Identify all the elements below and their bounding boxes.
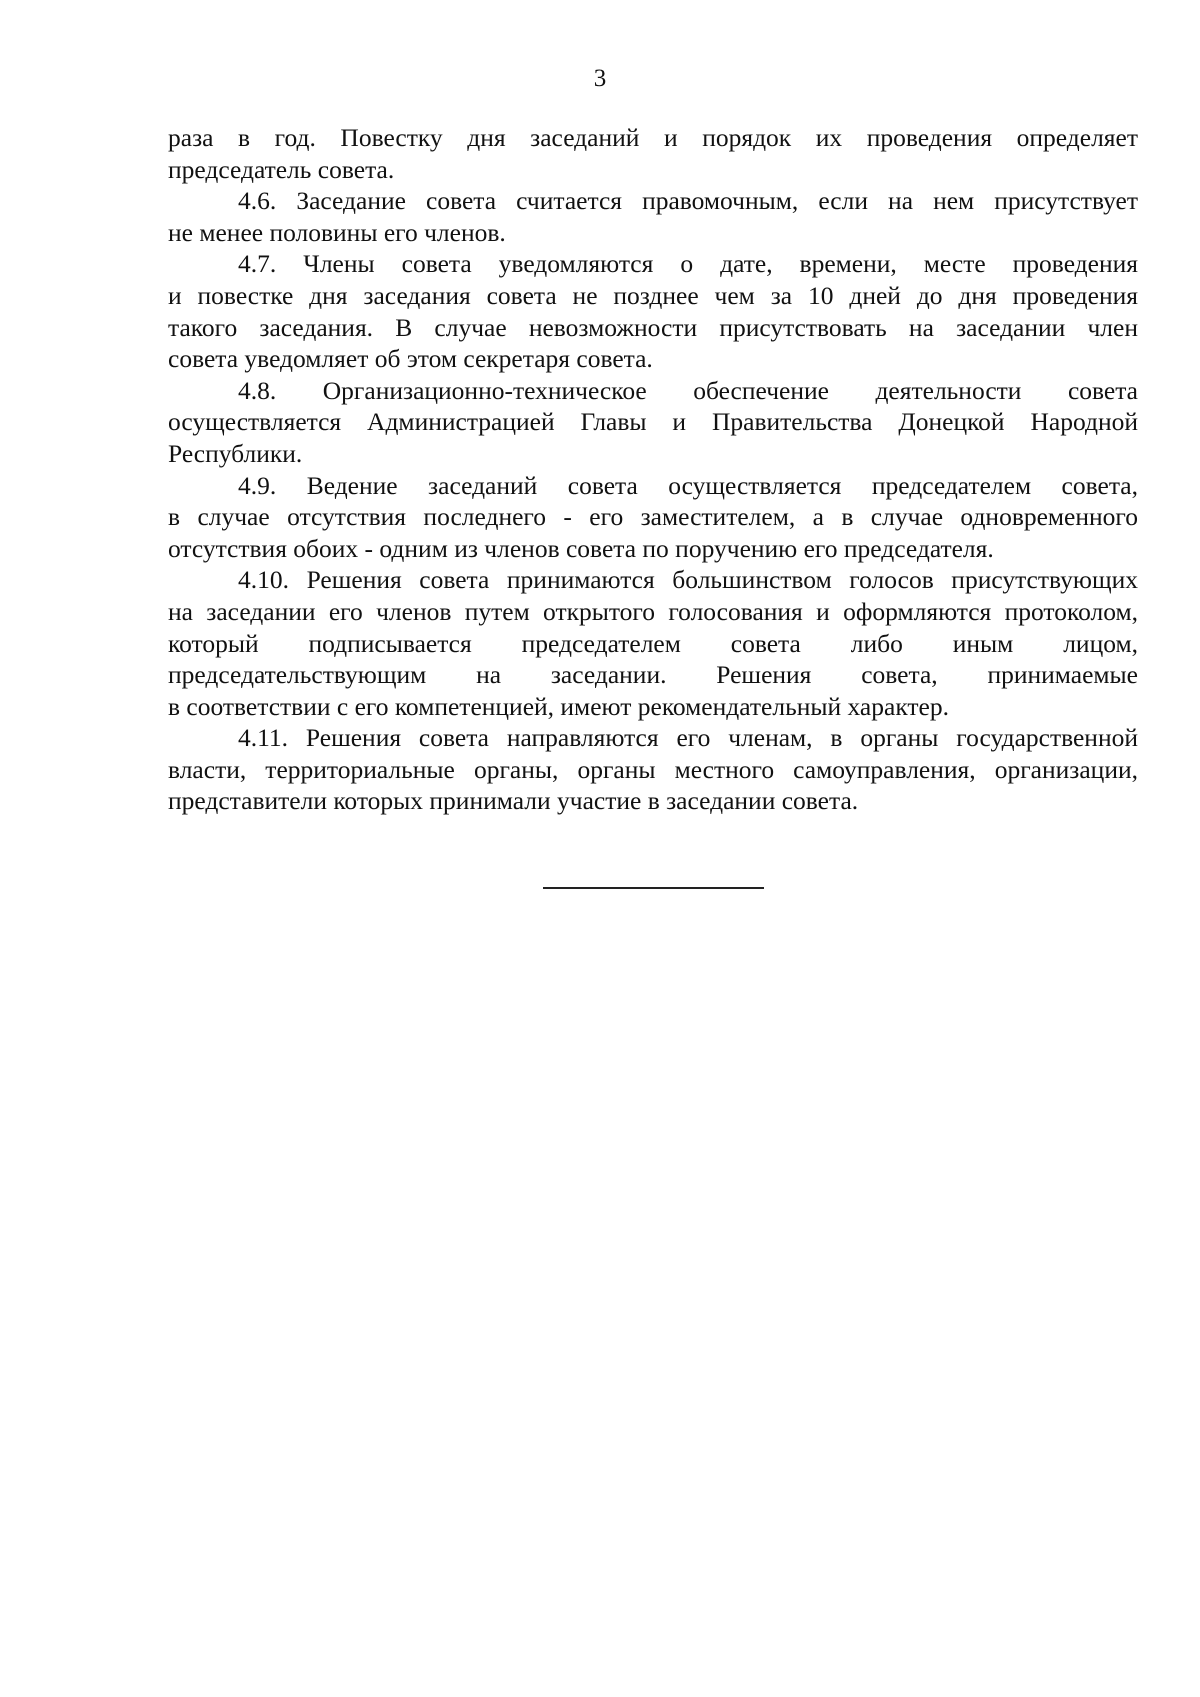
paragraph-4-11 xyxy=(168,722,1138,817)
text-line: который подписывается председателем совета либо иным лицом, xyxy=(168,628,1138,658)
paragraph-4-6 xyxy=(168,185,1138,248)
text-line: председательствующим на заседании. Решения совета, принимаемые xyxy=(168,660,1138,690)
text-line: 4.9. Ведение заседаний совета осуществляется председателем совета, xyxy=(238,470,1138,500)
text-line: на заседании его членов путем открытого голосования и оформляются протоколом, xyxy=(168,596,1138,626)
document-body xyxy=(168,122,1138,817)
text-line: не менее половины его членов. xyxy=(168,217,506,247)
end-separator-line xyxy=(543,887,764,889)
text-line: власти, территориальные органы, органы местного самоуправления, организации, xyxy=(168,754,1138,784)
paragraph-4-9 xyxy=(168,470,1138,565)
paragraph-4-7 xyxy=(168,248,1138,374)
text-line: председатель совета. xyxy=(168,154,395,184)
text-line: такого заседания. В случае невозможности присутствовать на заседании член xyxy=(168,312,1138,342)
text-line: отсутствия обоих - одним из членов совета по поручению его председателя. xyxy=(168,533,994,563)
text-line: 4.7. Члены совета уведомляются о дате, времени, месте проведения xyxy=(238,249,1138,279)
text-line: в соответствии с его компетенцией, имеют рекомендательный характер. xyxy=(168,691,949,721)
text-line: 4.8. Организационно-техническое обеспечение деятельности совета xyxy=(238,375,1138,405)
page-number: 3 xyxy=(593,65,607,92)
text-line: 4.6. Заседание совета считается правомочным, если на нем присутствует xyxy=(238,186,1138,216)
text-line: раза в год. Повестку дня заседаний и порядок их проведения определяет xyxy=(168,123,1138,152)
paragraph-4-10 xyxy=(168,564,1138,722)
text-line: 4.10. Решения совета принимаются большинством голосов присутствующих xyxy=(238,565,1138,595)
paragraph-continuation xyxy=(168,122,1138,185)
text-line: совета уведомляет об этом секретаря совета. xyxy=(168,344,653,374)
text-line: в случае отсутствия последнего - его заместителем, а в случае одновременного xyxy=(168,502,1138,532)
text-line: и повестке дня заседания совета не позднее чем за 10 дней до дня проведения xyxy=(168,280,1138,310)
text-line: 4.11. Решения совета направляются его членам, в органы государственной xyxy=(238,723,1138,753)
text-line: осуществляется Администрацией Главы и Правительства Донецкой Народной xyxy=(168,407,1138,437)
paragraph-4-8 xyxy=(168,375,1138,470)
text-line: Республики. xyxy=(168,438,303,468)
text-line: представители которых принимали участие в заседании совета. xyxy=(168,786,859,816)
